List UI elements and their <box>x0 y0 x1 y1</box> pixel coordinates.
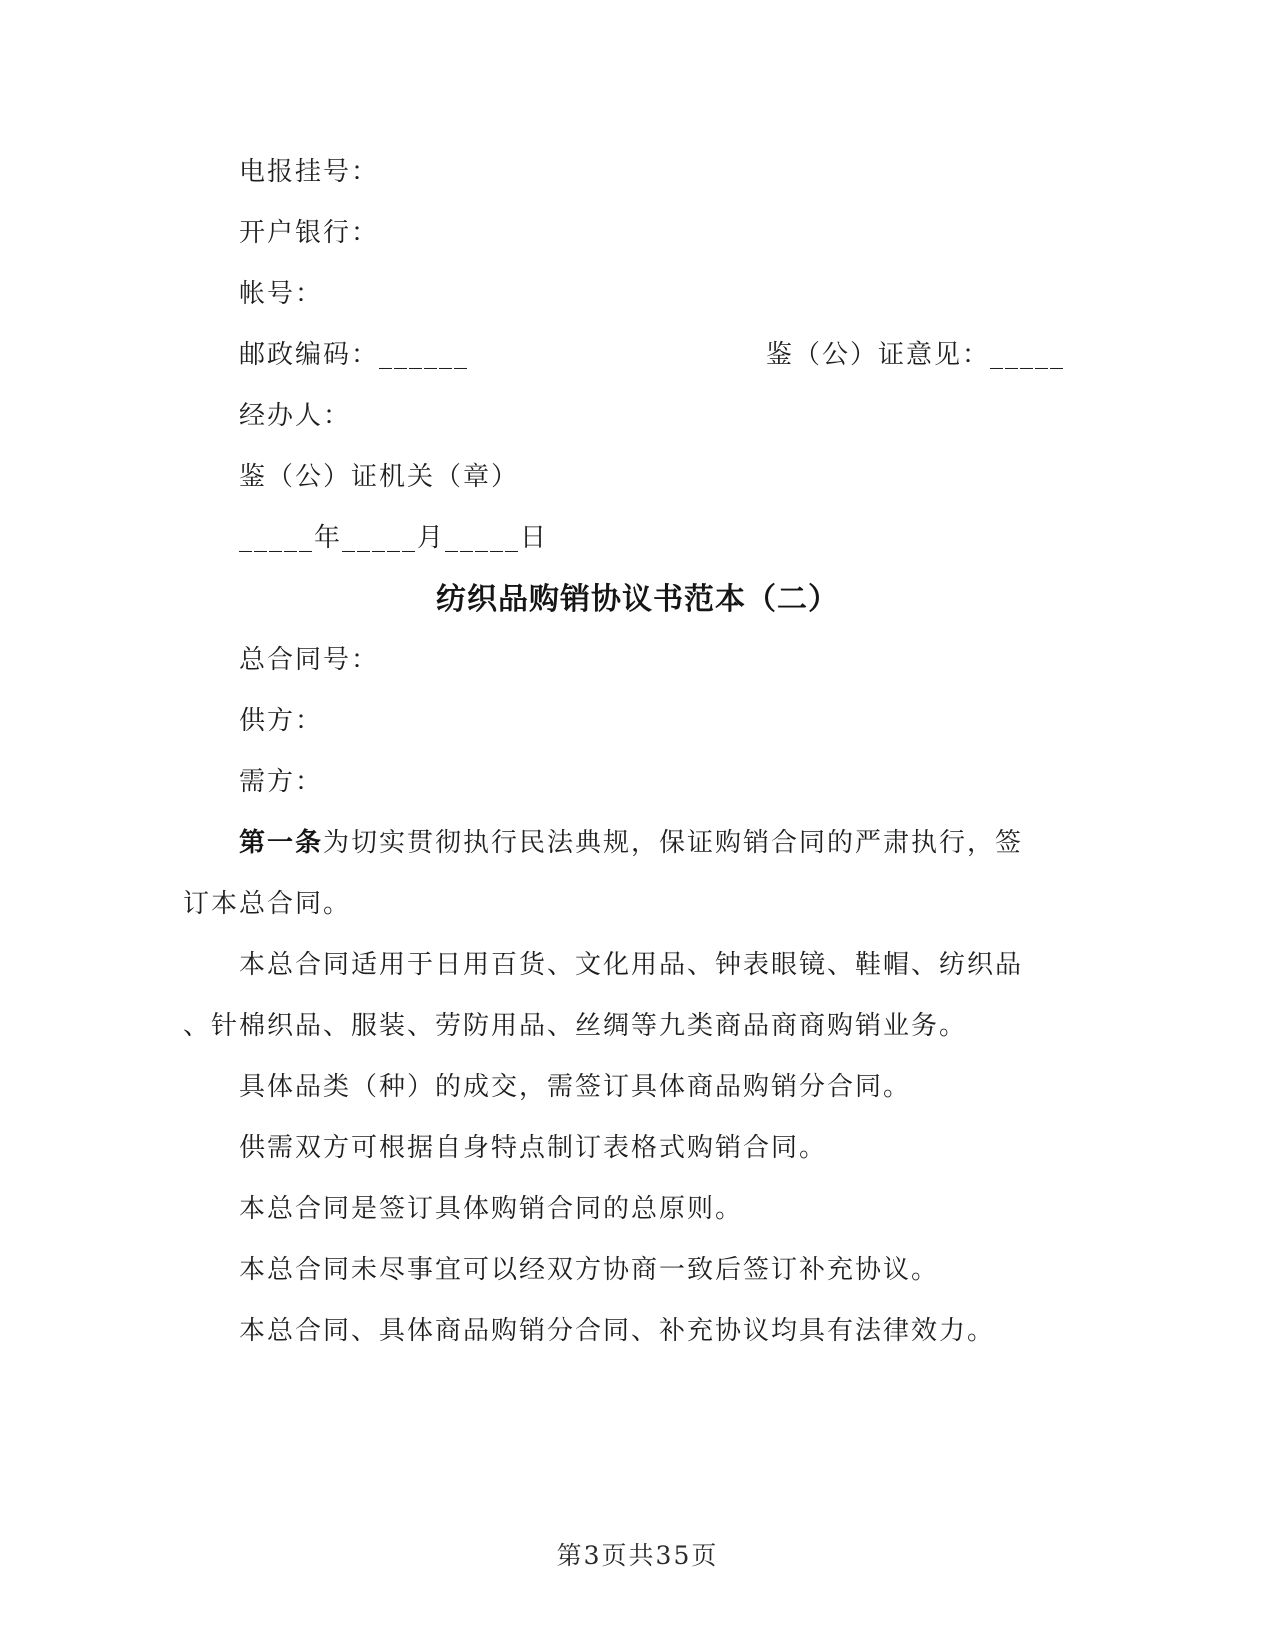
section-title-text: 纺织品购销协议书范本（二） <box>436 582 839 617</box>
buyer-line <box>183 752 1055 813</box>
sub-contract-paragraph <box>183 1057 1055 1118</box>
supplier-line <box>183 691 1055 752</box>
telegraph-line <box>183 142 1055 203</box>
scope-paragraph-line-1 <box>183 935 1055 996</box>
table-format-paragraph <box>183 1118 1055 1179</box>
sub-contract-text: 具体品类（种）的成交，需签订具体商品购销分合同。 <box>239 1072 912 1102</box>
document-body <box>183 142 1066 1362</box>
article-1-text-2: 订本总合同。 <box>183 889 352 919</box>
scope-text-1: 本总合同适用于日用百货、文化用品、钟表眼镜、鞋帽、纺织品 <box>239 950 1024 980</box>
contract-no-label: 总合同号： <box>239 645 380 675</box>
page-number: 第3页共35页 <box>556 1541 719 1570</box>
table-format-text: 供需双方可根据自身特点制订表格式购销合同。 <box>239 1133 828 1163</box>
bank-label: 开户银行： <box>239 218 380 248</box>
account-line <box>183 264 1055 325</box>
article-1-line-1 <box>183 813 1055 874</box>
bank-line <box>183 203 1055 264</box>
handler-line <box>183 386 1055 447</box>
account-label: 帐号： <box>239 279 324 309</box>
supplement-text: 本总合同未尽事宜可以经双方协商一致后签订补充协议。 <box>239 1255 940 1285</box>
date-line <box>183 508 1055 569</box>
scope-paragraph-line-2 <box>183 996 1055 1057</box>
section-title <box>0 569 1275 630</box>
contract-no-line <box>183 630 1055 691</box>
article-1-text-1: 为切实贯彻执行民法典规，保证购销合同的严肃执行，签 <box>323 828 1024 858</box>
postal-code-line <box>183 325 1066 386</box>
principle-paragraph <box>183 1179 1055 1240</box>
telegraph-label: 电报挂号： <box>239 157 380 187</box>
article-1-line-2 <box>183 874 1055 935</box>
supplement-paragraph <box>183 1240 1055 1301</box>
date-blanks: _____年_____月_____日 <box>239 523 549 553</box>
page-footer <box>0 1538 1275 1574</box>
article-1-label: 第一条 <box>239 828 324 858</box>
buyer-label: 需方： <box>239 767 324 797</box>
notary-authority-label: 鉴（公）证机关（章） <box>239 462 520 492</box>
notary-authority-line <box>183 447 1055 508</box>
principle-text: 本总合同是签订具体购销合同的总原则。 <box>239 1194 744 1224</box>
validity-text: 本总合同、具体商品购销分合同、补充协议均具有法律效力。 <box>239 1316 996 1346</box>
handler-label: 经办人： <box>239 401 352 431</box>
scope-text-2: 、针棉织品、服装、劳防用品、丝绸等九类商品商商购销业务。 <box>183 1011 968 1041</box>
postal-code-label: 邮政编码：______ <box>239 340 470 370</box>
notary-opinion-label: 鉴（公）证意见：_____ <box>766 340 1066 370</box>
validity-paragraph <box>183 1301 1055 1362</box>
supplier-label: 供方： <box>239 706 324 736</box>
